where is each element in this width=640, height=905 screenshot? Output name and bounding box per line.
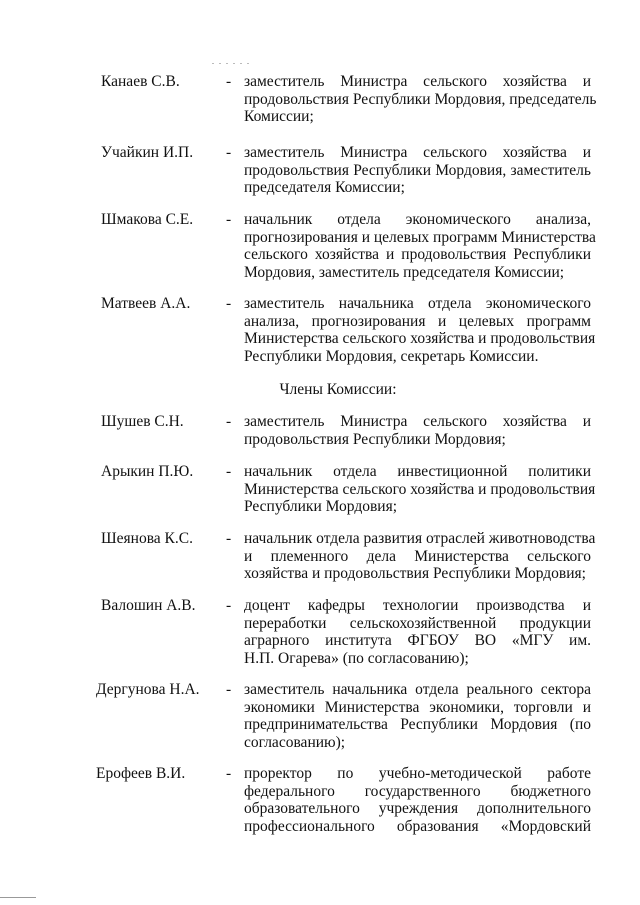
position-line: Министерства сельского хозяйства и продовольствия (244, 330, 596, 347)
scan-artifact (0, 897, 36, 898)
separator-dash: - (226, 530, 232, 547)
position-line: федерального государственного бюджетного (244, 782, 591, 800)
position-line: начальник отдела развития отраслей животноводства (244, 530, 596, 547)
position-line: образовательного учреждения дополнительного (244, 800, 591, 817)
position-line: предпринимательства Республики Мордовия (по (244, 716, 591, 733)
member-position (244, 463, 596, 516)
scan-artifact (212, 63, 252, 64)
member-position (244, 144, 591, 197)
position-line: продовольствия Республики Мордовия, председатель (244, 90, 597, 108)
position-line: аграрного института ФГБОУ ВО «МГУ им. (244, 632, 591, 649)
separator-dash: - (226, 211, 232, 228)
separator-dash: - (226, 295, 232, 312)
member-name: Дергунова Н.А. (96, 681, 200, 698)
separator-dash: - (226, 765, 232, 782)
position-line: хозяйства и продовольствия Республики Мордовия; (244, 565, 586, 582)
position-line: прогнозирования и целевых программ Министерства (244, 228, 596, 246)
separator-dash: - (226, 463, 232, 480)
member-position (244, 681, 591, 751)
separator-dash: - (226, 144, 232, 161)
separator-dash: - (226, 597, 232, 614)
position-line: заместитель начальника отдела экономического (244, 295, 591, 312)
member-position (244, 530, 596, 583)
member-name: Канаев С.В. (101, 73, 180, 90)
member-position (244, 73, 597, 126)
position-line: проректор по учебно-методической работе (244, 765, 591, 782)
member-name: Ерофеев В.И. (96, 765, 186, 782)
members-heading: Члены Комиссии: (279, 381, 397, 398)
position-line: продовольствия Республики Мордовия; (244, 430, 506, 448)
position-line: Министерства сельского хозяйства и продовольствия (244, 480, 596, 498)
position-line: экономики Министерства экономики, торговли и (244, 698, 591, 716)
position-line: начальник отдела инвестиционной политики (244, 463, 591, 480)
position-line: заместитель Министра сельского хозяйства и (244, 144, 591, 161)
position-line: заместитель Министра сельского хозяйства и (244, 413, 591, 430)
position-line: Республики Мордовия, секретарь Комиссии. (244, 347, 539, 365)
position-line: Мордовия, заместитель председателя Комиссии; (244, 263, 565, 281)
member-position (244, 413, 591, 448)
member-position (244, 295, 596, 365)
position-line: согласованию); (244, 733, 346, 751)
position-line: профессионального образования «Мордовский (244, 817, 591, 835)
member-name: Шеянова К.С. (101, 530, 193, 547)
member-name: Учайкин И.П. (101, 144, 194, 161)
member-name: Валошин А.В. (101, 597, 196, 614)
member-name: Арыкин П.Ю. (101, 463, 194, 480)
separator-dash: - (226, 681, 232, 698)
separator-dash: - (226, 73, 232, 90)
position-line: доцент кафедры технологии производства и (244, 597, 591, 614)
position-line: Н.П. Огарева» (по согласованию); (244, 649, 469, 667)
member-position (244, 597, 591, 667)
position-line: сельского хозяйства и продовольствия Республики (244, 246, 591, 263)
separator-dash: - (226, 413, 232, 430)
member-position (244, 765, 591, 835)
position-line: заместитель начальника отдела реального сектора (244, 681, 591, 698)
position-line: переработки сельскохозяйственной продукции (244, 614, 591, 632)
member-name: Шушев С.Н. (101, 413, 184, 430)
position-line: председателя Комиссии; (244, 179, 405, 196)
member-name: Матвеев А.А. (101, 295, 191, 312)
position-line: Республики Мордовия; (244, 498, 398, 515)
position-line: Комиссии; (244, 108, 314, 125)
position-line: анализа, прогнозирования и целевых программ (244, 312, 591, 330)
member-name: Шмакова С.Е. (101, 211, 194, 228)
position-line: и племенного дела Министерства сельского (244, 547, 591, 565)
member-position (244, 211, 596, 281)
position-line: продовольствия Республики Мордовия, заместитель (244, 161, 591, 179)
position-line: начальник отдела экономического анализа, (244, 211, 591, 228)
position-line: заместитель Министра сельского хозяйства и (244, 73, 591, 90)
